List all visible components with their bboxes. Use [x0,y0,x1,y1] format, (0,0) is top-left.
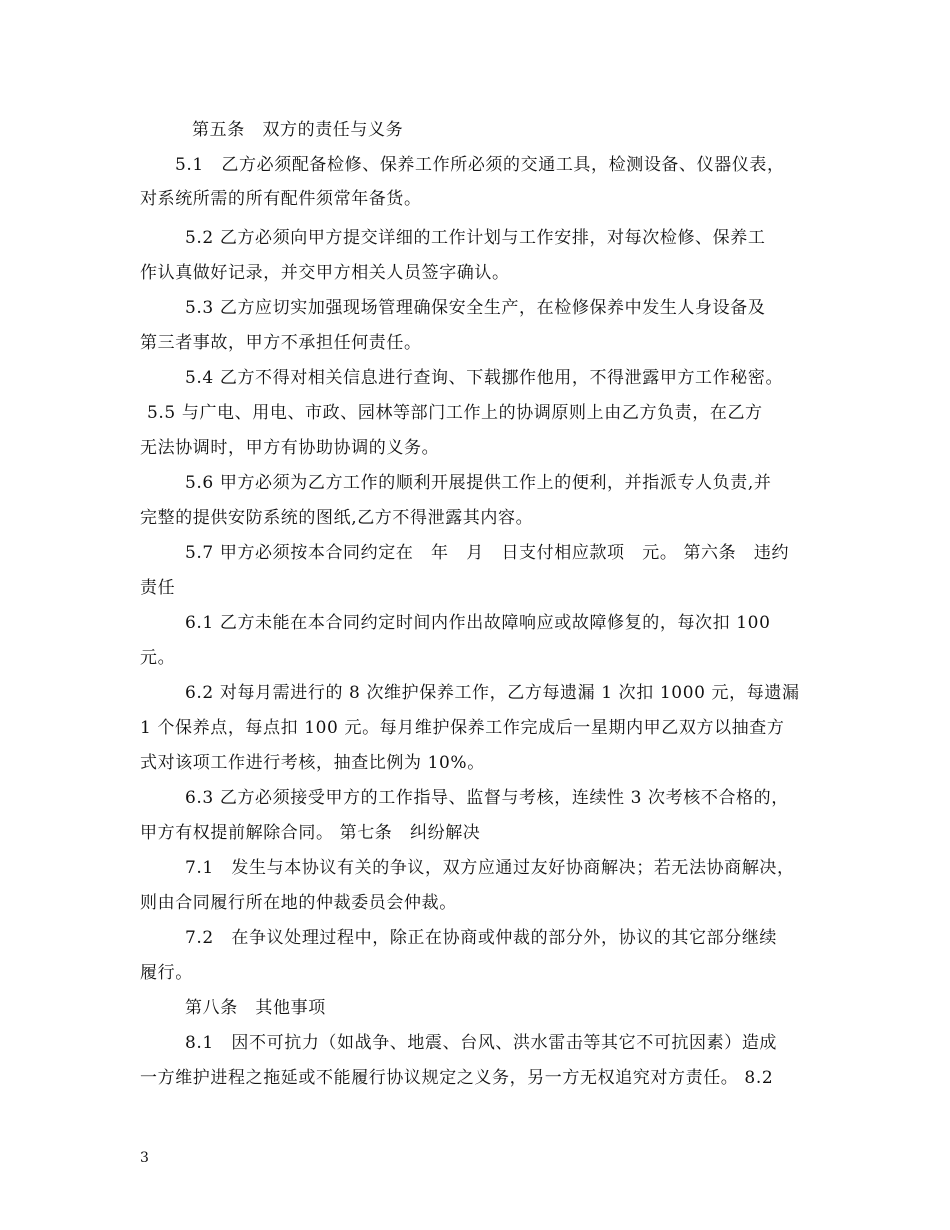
text-line: 1 个保养点，每点扣 100 元。每月维护保养工作完成后一星期内甲乙双方以抽查方 [140,718,785,738]
text-line: 8.1 因不可抗力（如战争、地震、台风、洪水雷击等其它不可抗因素）造成 [185,1033,778,1053]
text-line: 一方维护进程之拖延或不能履行协议规定之义务，另一方无权追究对方责任。 8.2 [140,1068,774,1088]
text-line: 作认真做好记录，并交甲方相关人员签字确认。 [140,263,510,283]
text-line: 5.6 甲方必须为乙方工作的顺利开展提供工作上的便利，并指派专人负责,并 [185,473,772,493]
text-line: 6.3 乙方必须接受甲方的工作指导、监督与考核，连续性 3 次考核不合格的， [185,788,789,808]
text-line: 5.7 甲方必须按本合同约定在 年 月 日支付相应款项 元。 第六条 违约 [185,543,790,563]
page-number: 3 [140,1150,149,1166]
text-line: 6.2 对每月需进行的 8 次维护保养工作，乙方每遗漏 1 次扣 1000 元，每遗漏 [185,683,800,703]
text-line: 完整的提供安防系统的图纸,乙方不得泄露其内容。 [140,508,534,528]
text-line: 5.3 乙方应切实加强现场管理确保安全生产，在检修保养中发生人身设备及 [185,298,766,318]
text-line: 履行。 [140,963,193,983]
text-line: 5.5 与广电、用电、市政、园林等部门工作上的协调原则上由乙方负责，在乙方 [147,403,763,423]
text-line: 5.2 乙方必须向甲方提交详细的工作计划与工作安排，对每次检修、保养工 [185,228,766,248]
text-line: 甲方有权提前解除合同。 第七条 纠纷解决 [140,823,481,843]
text-line: 第五条 双方的责任与义务 [192,120,404,140]
text-line: 7.2 在争议处理过程中，除正在协商或仲裁的部分外，协议的其它部分继续 [185,928,778,948]
text-line: 则由合同履行所在地的仲裁委员会仲裁。 [140,893,457,913]
text-line: 对系统所需的所有配件须常年备货。 [140,189,422,209]
text-line: 元。 [140,648,176,668]
text-line: 5.1 乙方必须配备检修、保养工作所必须的交通工具，检测设备、仪器仪表， [175,155,785,175]
text-line: 式对该项工作进行考核，抽查比例为 10%。 [140,753,485,773]
text-line: 责任 [140,578,176,598]
text-line: 第三者事故，甲方不承担任何责任。 [140,333,422,353]
text-line: 7.1 发生与本协议有关的争议，双方应通过友好协商解决；若无法协商解决， [185,858,795,878]
text-line: 无法协调时，甲方有协助协调的义务。 [140,438,440,458]
text-line: 第八条 其他事项 [185,998,326,1018]
text-line: 6.1 乙方未能在本合同约定时间内作出故障响应或故障修复的，每次扣 100 [185,613,771,633]
text-line: 5.4 乙方不得对相关信息进行查询、下载挪作他用，不得泄露甲方工作秘密。 [185,368,784,388]
